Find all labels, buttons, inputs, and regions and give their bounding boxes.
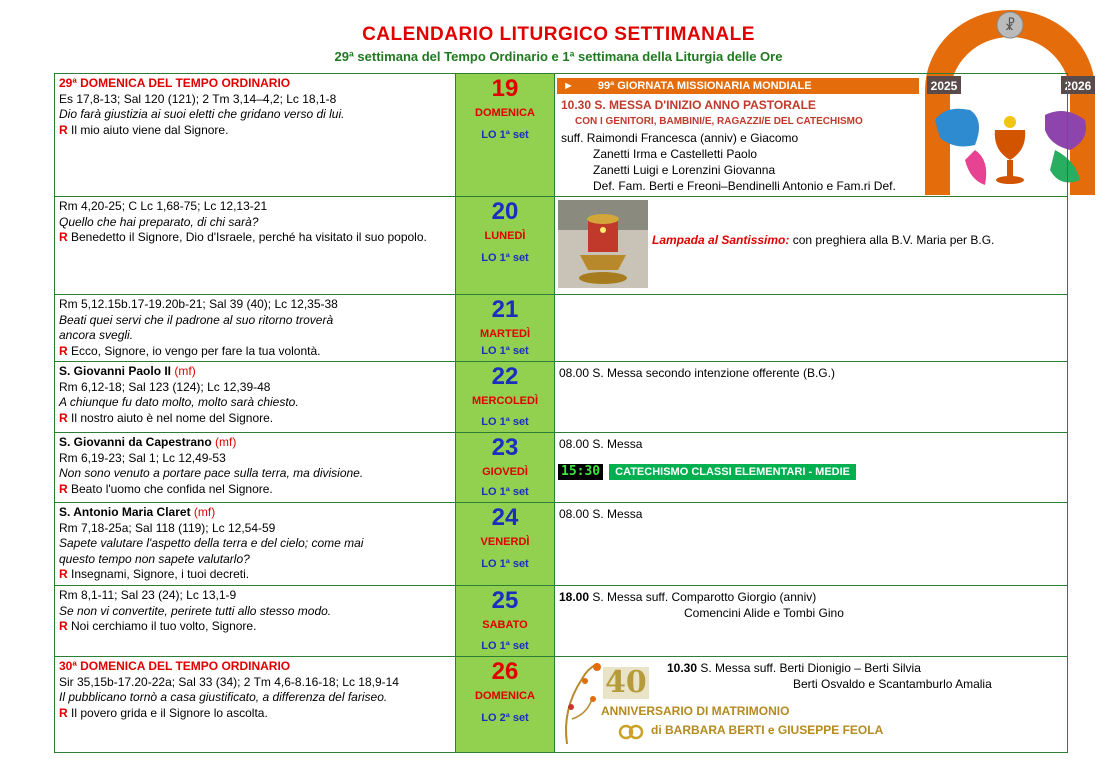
day-cell — [456, 657, 555, 753]
day-cell — [456, 503, 555, 586]
response-text: Noi cerchiamo il tuo volto, Signore. — [67, 619, 257, 633]
readings: Sir 35,15b-17.20-22a; Sal 33 (34); 2 Tm 4,6-8.16-18; Lc 18,9-14 — [59, 674, 399, 689]
readings-cell — [55, 362, 456, 433]
day-row-26 — [55, 657, 1068, 753]
readings-cell — [55, 503, 456, 586]
day-name: GIOVEDÌ — [482, 466, 528, 478]
lamp-note — [652, 233, 994, 249]
events-cell — [555, 503, 1068, 586]
mass-line — [667, 661, 921, 677]
readings: Rm 7,18-25a; Sal 118 (119); Lc 12,54-59 — [59, 520, 276, 535]
logo-year-left: 2025 — [930, 79, 958, 93]
antiphon: Beati quei servi che il padrone al suo ritorno troverà ancora svegli. — [59, 312, 334, 342]
day-cell — [456, 362, 555, 433]
mass-time: 10.30 — [561, 98, 592, 112]
day-number: 22 — [491, 363, 519, 390]
readings: Rm 6,12-18; Sal 123 (124); Lc 12,39-48 — [59, 379, 271, 394]
day-row-19 — [55, 74, 1068, 197]
play-icon: ► — [563, 80, 574, 92]
page-title: CALENDARIO LITURGICO SETTIMANALE — [362, 24, 755, 45]
intention-1: Zanetti Irma e Castelletti Paolo — [593, 147, 758, 161]
office-week: LO 1ª set — [481, 344, 529, 357]
day-name: DOMENICA — [475, 690, 535, 702]
response-letter: R — [59, 705, 68, 720]
banner-text: 99ª GIORNATA MISSIONARIA MONDIALE — [597, 80, 812, 92]
readings: Rm 6,19-23; Sal 1; Lc 12,49-53 — [59, 450, 226, 465]
catechism-banner: CATECHISMO CLASSI ELEMENTARI - MEDIE — [609, 464, 856, 480]
day-cell — [456, 586, 555, 657]
mass-subtitle: CON I GENITORI, BAMBINI/E, RAGAZZI/E DEL CATECHISMO — [575, 116, 863, 127]
readings: Es 17,8-13; Sal 120 (121); 2 Tm 3,14–4,2; Lc 18,1-8 — [59, 91, 337, 106]
response-text: Il mio aiuto viene dal Signore. — [67, 122, 229, 137]
events-cell — [555, 657, 1068, 753]
anniversary-title: ANNIVERSARIO DI MATRIMONIO — [601, 704, 790, 718]
response — [59, 482, 451, 498]
response-letter: R — [59, 230, 68, 244]
sunday-heading: 30ª DOMENICA DEL TEMPO ORDINARIO — [59, 659, 291, 673]
readings-cell — [55, 295, 456, 362]
office-week: LO 1ª set — [481, 415, 529, 428]
day-name: VENERDÌ — [480, 536, 530, 548]
response-text: Benedetto il Signore, Dio d'Israele, perché ha visitato il suo popolo. — [67, 230, 427, 244]
day-cell — [456, 197, 555, 295]
saint-tag: (mf) — [171, 364, 196, 378]
logo-year-right: 2026 — [1064, 79, 1092, 93]
readings-cell — [55, 197, 456, 295]
event-line: 08.00 S. Messa secondo intenzione offerente (B.G.) — [559, 366, 835, 380]
mass-line — [559, 590, 816, 606]
svg-text:☧: ☧ — [1004, 18, 1016, 34]
response-text: Ecco, Signore, io vengo per fare la tua volontà. — [67, 343, 321, 358]
response-text: Il nostro aiuto è nel nome del Signore. — [67, 410, 274, 425]
catechism-row — [558, 464, 856, 480]
mass-line-2: Berti Osvaldo e Scantamburlo Amalia — [793, 677, 992, 691]
day-name: DOMENICA — [475, 107, 535, 119]
mass-text: S. Messa suff. Berti Dionigio – Berti Silvia — [697, 661, 921, 675]
saint — [59, 364, 451, 380]
day-number: 24 — [491, 504, 519, 531]
readings: Rm 8,1-11; Sal 23 (24); Lc 13,1-9 — [59, 588, 237, 602]
response — [59, 567, 451, 583]
mass-line-2: Comencini Alide e Tombi Gino — [684, 606, 844, 620]
day-cell — [456, 74, 555, 197]
readings-cell — [55, 433, 456, 503]
response-letter: R — [59, 567, 68, 581]
readings-cell — [55, 657, 456, 753]
antiphon: Dio farà giustizia ai suoi eletti che gridano verso di lui. — [59, 107, 345, 121]
intention-0: suff. Raimondi Francesca (anniv) e Giacomo — [561, 131, 799, 145]
office-week: LO 2ª set — [481, 712, 529, 724]
day-number: 25 — [491, 587, 519, 614]
day-name: MERCOLEDÌ — [472, 395, 538, 407]
mass-title — [561, 98, 816, 114]
saint-tag: (mf) — [211, 435, 237, 449]
mass-title-text: S. MESSA D'INIZIO ANNO PASTORALE — [594, 98, 816, 112]
office-week: LO 1ª set — [481, 129, 529, 141]
events-cell — [555, 74, 1068, 197]
response — [59, 619, 451, 635]
mass-text: S. Messa suff. Comparotto Giorgio (anniv) — [589, 590, 817, 604]
wedding-rings-icon — [615, 723, 649, 741]
saint-name: S. Giovanni da Capestrano — [59, 435, 212, 449]
day-row-24 — [55, 503, 1068, 586]
event-line: 08.00 S. Messa — [559, 507, 643, 521]
response-letter: R — [59, 410, 68, 425]
lamp-image — [558, 200, 648, 288]
day-row-25 — [55, 586, 1068, 657]
saint-name: S. Antonio Maria Claret — [59, 505, 191, 519]
day-name: SABATO — [482, 619, 528, 631]
day-name: MARTEDÌ — [479, 328, 531, 340]
day-name: LUNEDÌ — [484, 230, 526, 242]
lamp-label: Lampada al Santissimo: — [652, 233, 790, 247]
day-row-21 — [55, 295, 1068, 362]
day-number: 21 — [491, 296, 519, 323]
antiphon: Se non vi convertite, perirete tutti allo stesso modo. — [59, 603, 332, 618]
mission-day-banner — [557, 78, 919, 94]
office-week: LO 1ª set — [481, 485, 529, 498]
saint — [59, 435, 451, 451]
events-cell — [555, 586, 1068, 657]
event-line: 08.00 S. Messa — [559, 437, 643, 451]
response-letter: R — [59, 122, 68, 137]
intention-2: Zanetti Luigi e Lorenzini Giovanna — [593, 163, 776, 177]
events-cell — [555, 433, 1068, 503]
page-subtitle: 29ª settimana del Tempo Ordinario e 1ª settimana della Liturgia delle Ore — [334, 49, 783, 64]
saint-name: S. Giovanni Paolo II — [59, 364, 172, 378]
office-week: LO 1ª set — [481, 639, 529, 652]
mass-time: 18.00 — [559, 590, 590, 604]
response-letter: R — [59, 481, 68, 496]
lamp-text: con preghiera alla B.V. Maria per B.G. — [789, 233, 995, 247]
response — [59, 123, 451, 139]
antiphon: A chiunque fu dato molto, molto sarà chiesto. — [59, 395, 299, 409]
readings: Rm 5,12.15b.17-19.20b-21; Sal 39 (40); Lc 12,35-38 — [59, 297, 338, 311]
day-number: 26 — [491, 658, 519, 685]
response — [59, 344, 451, 360]
response-letter: R — [59, 343, 68, 358]
antiphon: Quello che hai preparato, di chi sarà? — [59, 214, 259, 229]
office-week: LO 1ª set — [481, 252, 529, 264]
day-row-22 — [55, 362, 1068, 433]
antiphon: Sapete valutare l'aspetto della terra e del cielo; come mai questo tempo non sapete valutarlo? — [59, 536, 364, 566]
readings: Rm 4,20-25; C Lc 1,68-75; Lc 12,13-21 — [59, 199, 268, 213]
anniversary-number: 40 — [605, 665, 647, 700]
response-text: Il povero grida e il Signore lo ascolta. — [67, 705, 268, 720]
calendar-table — [54, 73, 1068, 753]
anniversary-names: di BARBARA BERTI e GIUSEPPE FEOLA — [651, 723, 884, 737]
response — [59, 230, 451, 246]
events-cell — [555, 362, 1068, 433]
day-number: 20 — [491, 198, 519, 225]
clock-icon: 15:30 — [558, 464, 603, 480]
day-number: 23 — [491, 434, 519, 461]
intention-3: Def. Fam. Berti e Freoni–Bendinelli Antonio e Fam.ri Def. — [593, 179, 896, 193]
antiphon: Il pubblicano tornò a casa giustificato, a differenza del fariseo. — [59, 690, 388, 704]
events-cell — [555, 295, 1068, 362]
day-cell — [456, 433, 555, 503]
day-cell — [456, 295, 555, 362]
day-row-23 — [55, 433, 1068, 503]
saint-tag: (mf) — [190, 505, 216, 519]
saint — [59, 505, 451, 521]
readings-cell — [55, 586, 456, 657]
readings-cell — [55, 74, 456, 197]
mass-time: 10.30 — [667, 661, 698, 675]
sunday-heading: 29ª DOMENICA DEL TEMPO ORDINARIO — [59, 76, 291, 90]
day-row-20 — [55, 197, 1068, 295]
response-letter: R — [59, 619, 68, 633]
response — [59, 411, 451, 427]
office-week: LO 1ª set — [481, 558, 529, 570]
events-cell — [555, 197, 1068, 295]
day-number: 19 — [491, 75, 519, 102]
response-text: Insegnami, Signore, i tuoi decreti. — [67, 567, 250, 581]
response-text: Beato l'uomo che confida nel Signore. — [67, 481, 273, 496]
antiphon: Non sono venuto a portare pace sulla terra, ma divisione. — [59, 466, 364, 480]
response — [59, 706, 451, 722]
